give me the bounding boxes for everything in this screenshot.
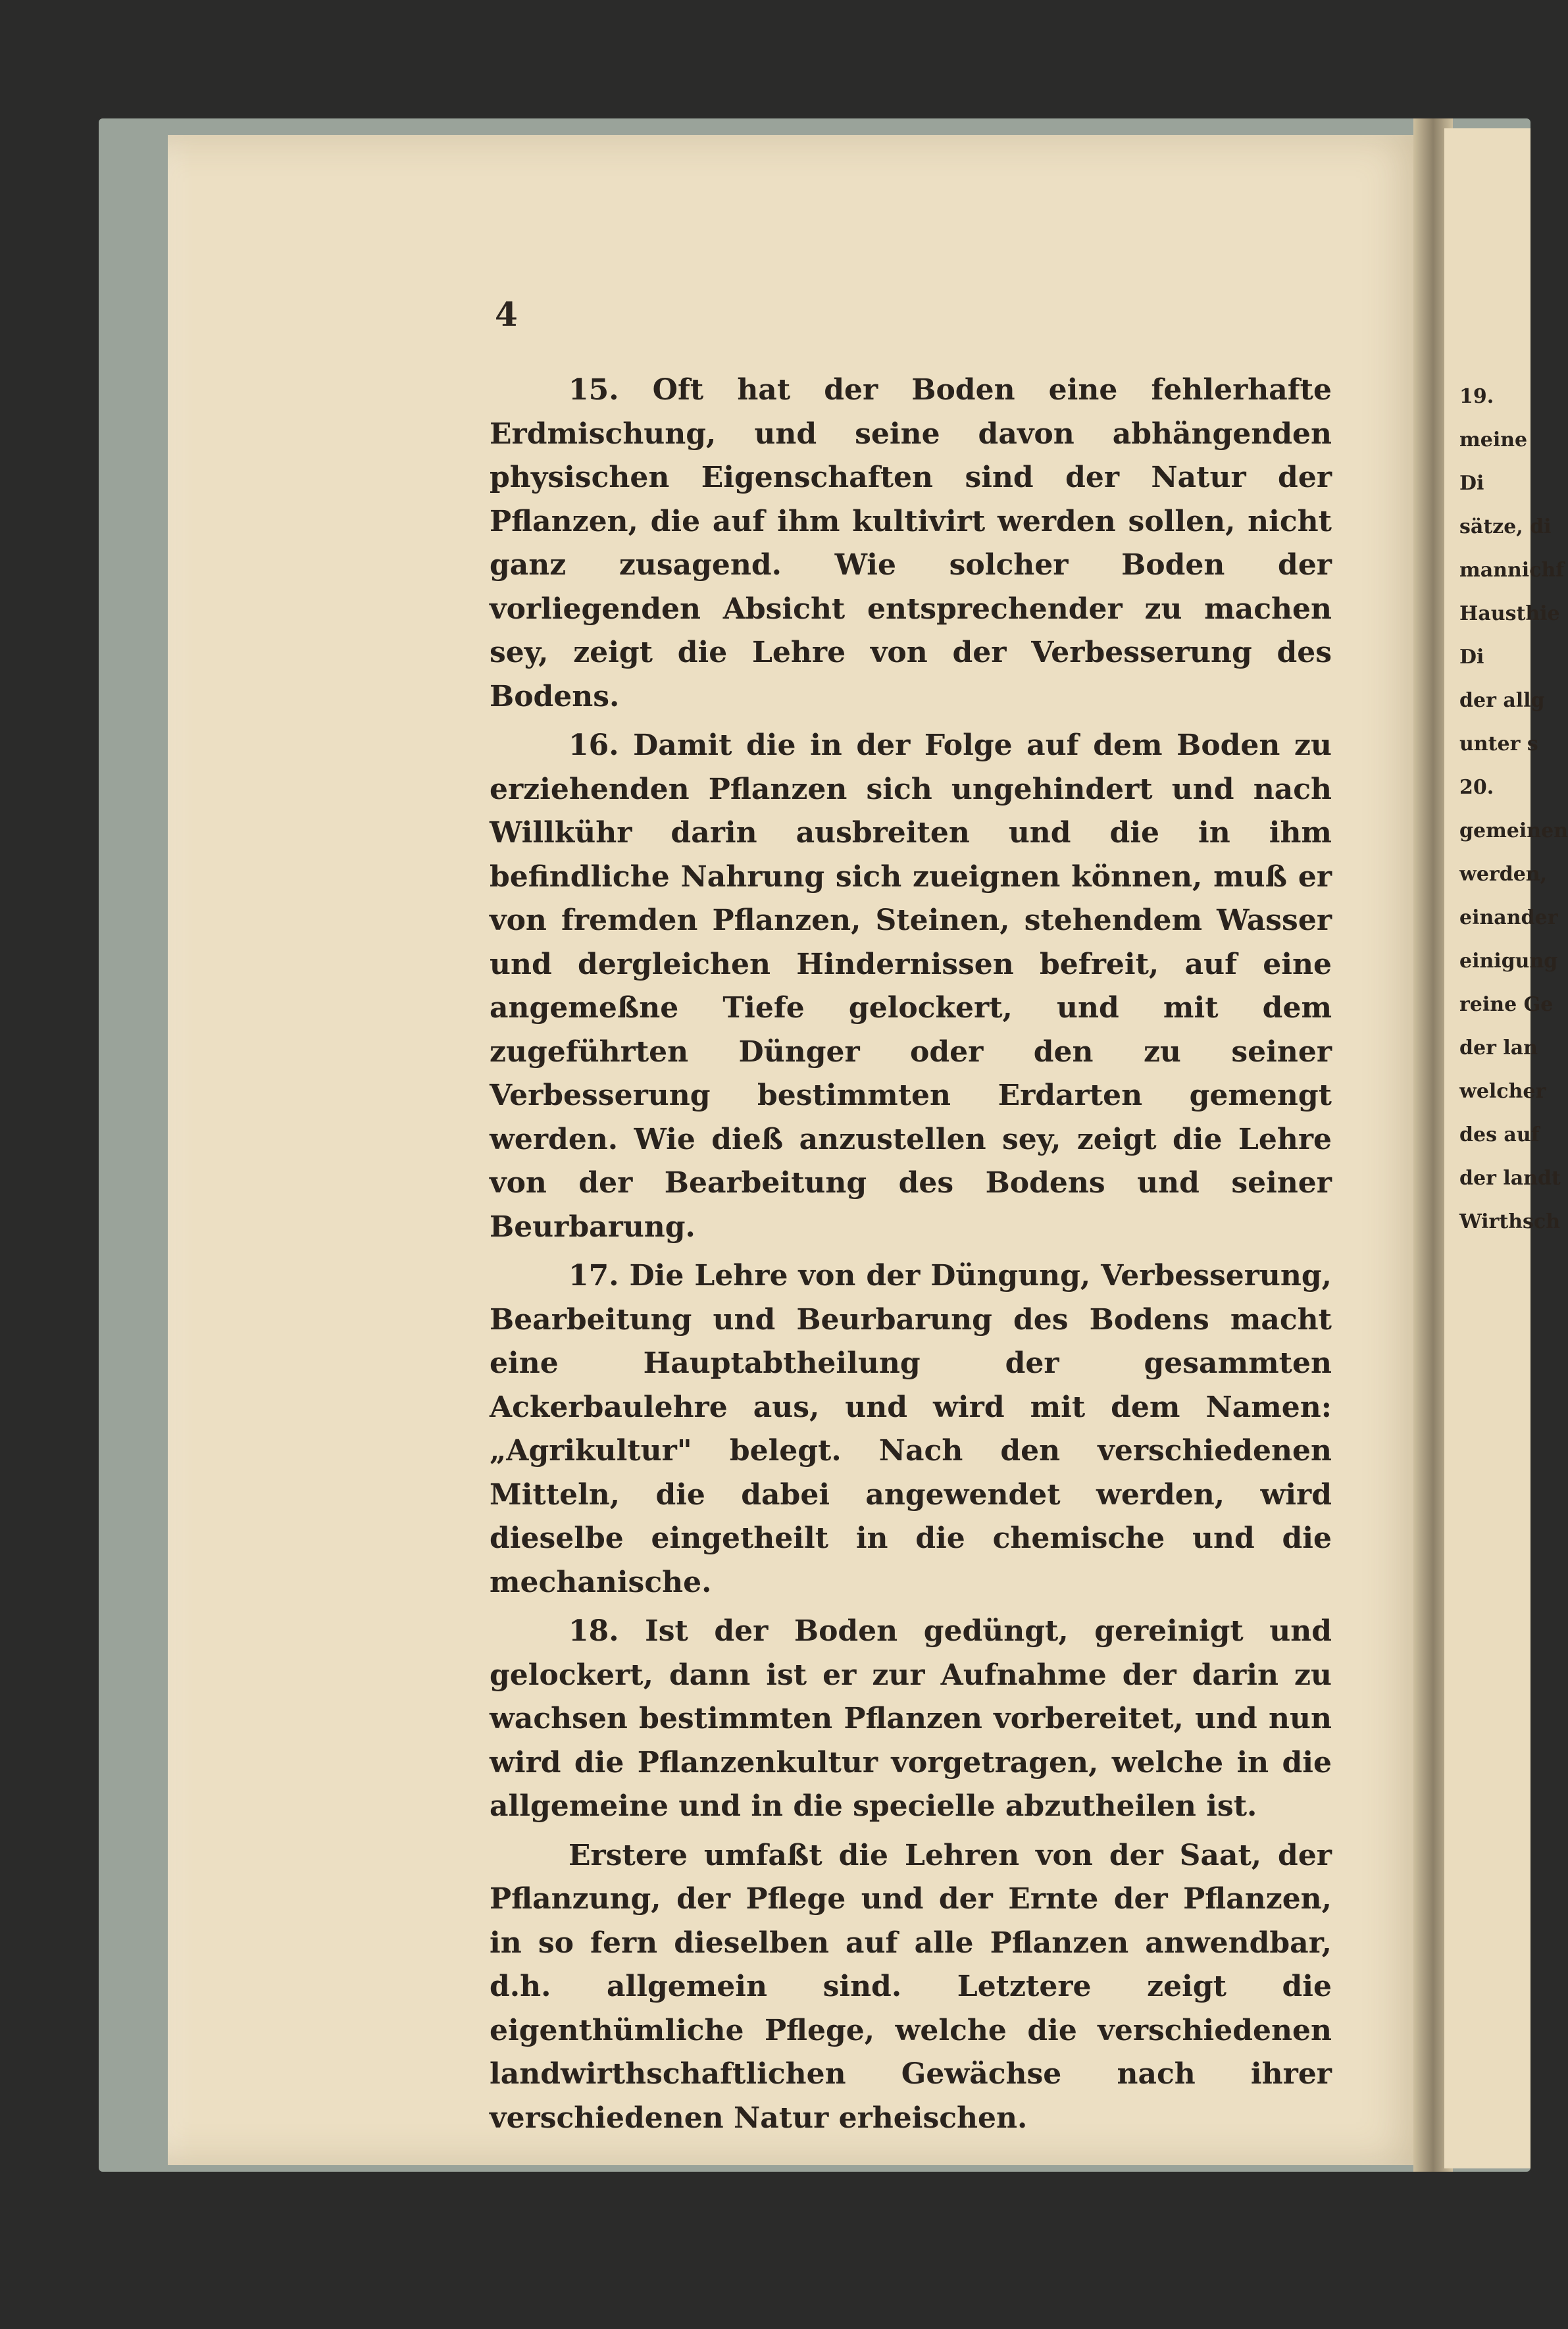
- page-number: 4: [495, 295, 518, 334]
- right-fragment: gemeinen: [1459, 819, 1568, 842]
- right-fragment: Di: [1459, 646, 1484, 669]
- right-fragment: des auf: [1459, 1123, 1540, 1146]
- paragraph-18: 18. Ist der Boden gedüngt, gereinigt und gelockert, dann ist er zur Aufnahme der darin zu wachsen bestimmten Pflanzen vorbereitet, und nun wird die Pflanzenkultur vorgetragen, welche in die allgemeine und in die specielle abzutheilen ist.: [490, 1614, 1332, 1823]
- paragraph-15: 15. Oft hat der Boden eine fehlerhafte Erdmischung, und seine davon abhängenden physischen Eigenschaften sind der Natur der Pflanzen, die auf ihm kultivirt werden sollen, nicht ganz zusagend. Wie solcher Boden der vorliegenden Absicht entsprechender zu machen sey, zeigt die Lehre von der Verbesserung des Bodens.: [490, 373, 1332, 713]
- right-fragment: der allg: [1459, 689, 1545, 712]
- right-fragment: meine: [1459, 428, 1528, 451]
- right-fragment: reine Ge: [1459, 993, 1554, 1016]
- right-fragment: mannichf: [1459, 559, 1565, 582]
- right-fragment: der lan: [1459, 1037, 1538, 1060]
- right-page-text-fragments: [1459, 375, 1568, 1244]
- paragraph-16: 16. Damit die in der Folge auf dem Boden zu erziehenden Pflanzen sich ungehindert und nach Willkühr darin ausbreiten und die in ihm befindliche Nahrung sich zueignen können, muß er von fremden Pflanzen, Steinen, stehendem Wasser und dergleichen Hindernissen befreit, auf eine angemeßne Tiefe gelockert, und mit dem zugeführten Dünger oder den zu seiner Verbesserung bestimmten Erdarten gemengt werden. Wie dieß anzustellen sey, zeigt die Lehre von der Bearbeitung des Bodens und seiner Beurbarung.: [490, 729, 1332, 1244]
- right-fragment: sätze, di: [1459, 515, 1552, 538]
- right-fragment: der landt: [1459, 1167, 1561, 1190]
- paragraph-17: 17. Die Lehre von der Düngung, Verbesserung, Bearbeitung und Beurbarung des Bodens macht eine Hauptabtheilung der gesammten Ackerbaulehre aus, und wird mit dem Namen: „Agrikultur" belegt. Nach den verschiedenen Mitteln, die dabei angewendet werden, wird dieselbe eingetheilt in die chemische und die mechanische.: [490, 1259, 1332, 1599]
- right-fragment: unter s: [1459, 732, 1538, 755]
- right-fragment: Wirthsch: [1459, 1210, 1561, 1233]
- body-text: [490, 369, 1332, 2145]
- right-fragment: werden,: [1459, 863, 1548, 886]
- right-fragment: einigung: [1459, 950, 1558, 973]
- right-fragment: 19.: [1459, 385, 1494, 408]
- right-fragment: Di: [1459, 472, 1484, 495]
- right-fragment: Hausthie: [1459, 602, 1560, 625]
- paragraph-18-continued: Erstere umfaßt die Lehren von der Saat, der Pflanzung, der Pflege und der Ernte der Pflanzen, in so fern dieselben auf alle Pflanzen anwendbar, d.h. allgemein sind. Letztere zeigt die eigenthümliche Pflege, welche die verschiedenen landwirthschaftlichen Gewächse nach ihrer verschiedenen Natur erheischen.: [490, 1838, 1332, 2135]
- right-fragment: welcher: [1459, 1080, 1546, 1103]
- right-fragment: einander: [1459, 906, 1558, 929]
- right-fragment: 20.: [1459, 776, 1494, 799]
